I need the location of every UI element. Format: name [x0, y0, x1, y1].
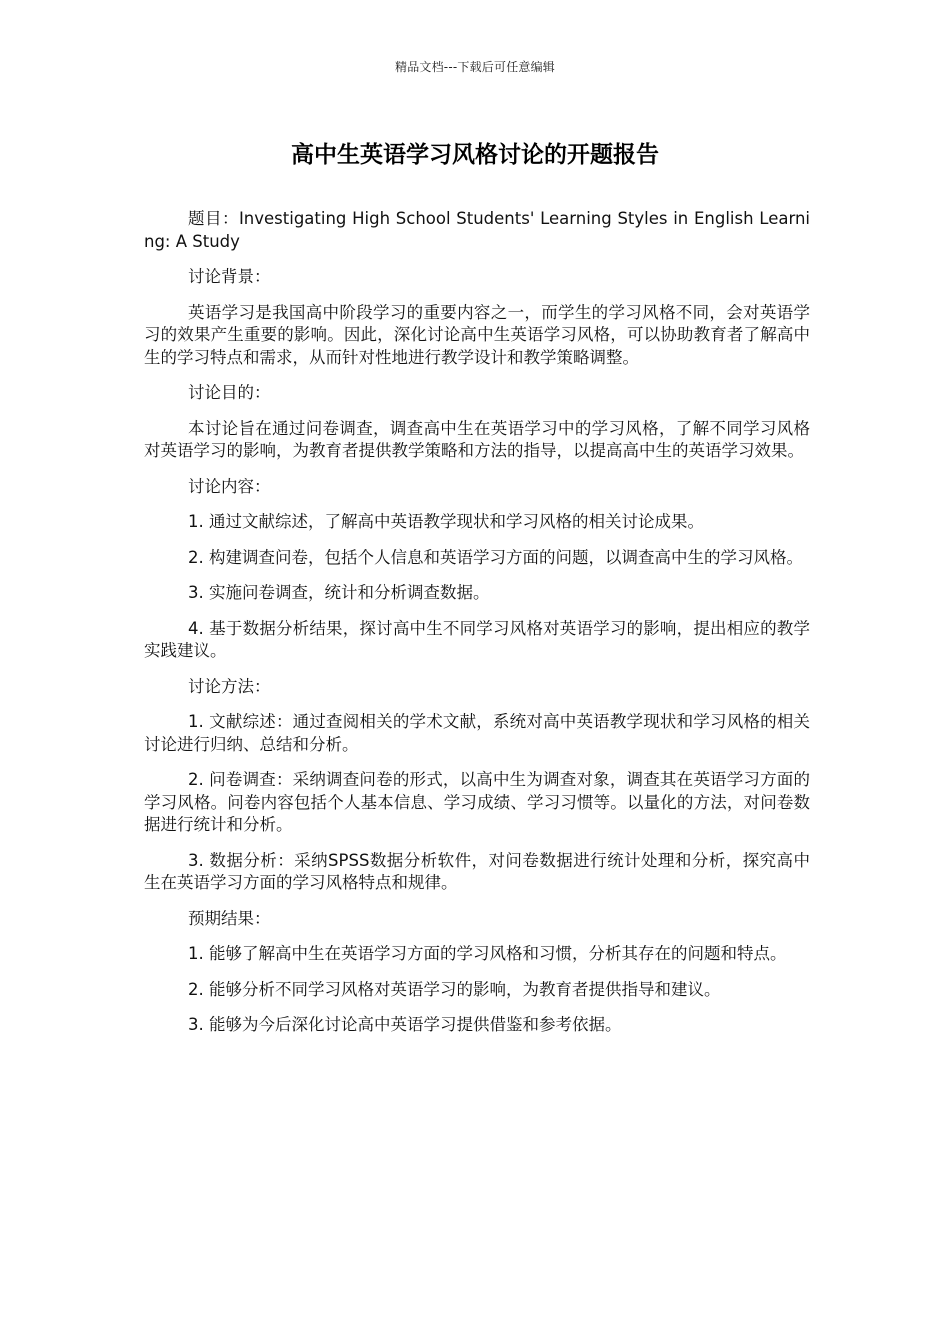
content-item-4: 4. 基于数据分析结果，探讨高中生不同学习风格对英语学习的影响，提出相应的教学实践建议。 [144, 618, 810, 660]
heading-background: 讨论背景： [188, 267, 271, 286]
result-item-1: 1. 能够了解高中生在英语学习方面的学习风格和习惯，分析其存在的问题和特点。 [188, 944, 787, 963]
method-item-3: 3. 数据分析：采纳SPSS数据分析软件，对问卷数据进行统计处理和分析，探究高中生在英语学习方面的学习风格特点和规律。 [144, 850, 810, 892]
paragraph-purpose: 本讨论旨在通过问卷调查，调查高中生在英语学习中的学习风格，了解不同学习风格对英语学习的影响，为教育者提供教学策略和方法的指导，以提高高中生的英语学习效果。 [144, 418, 810, 460]
method-item-1: 1. 文献综述：通过查阅相关的学术文献，系统对高中英语教学现状和学习风格的相关讨论进行归纳、总结和分析。 [144, 712, 810, 754]
document-body [144, 208, 810, 1050]
heading-purpose: 讨论目的： [188, 383, 271, 402]
heading-method: 讨论方法： [188, 676, 271, 696]
heading-content: 讨论内容： [188, 476, 271, 496]
result-item-2: 2. 能够分析不同学习风格对英语学习的影响，为教育者提供指导和建议。 [188, 979, 721, 999]
paragraph-topic: 题目：Investigating High School Students' Learning Styles in English Learning: A Study [144, 209, 810, 251]
header-note: 精品文档---下载后可任意编辑 [395, 60, 555, 74]
content-item-1: 1. 通过文献综述，了解高中英语教学现状和学习风格的相关讨论成果。 [188, 512, 704, 531]
content-item-2: 2. 构建调查问卷，包括个人信息和英语学习方面的问题，以调查高中生的学习风格。 [188, 547, 803, 567]
document-title: 高中生英语学习风格讨论的开题报告 [291, 142, 659, 168]
paragraph-background: 英语学习是我国高中阶段学习的重要内容之一，而学生的学习风格不同，会对英语学习的效果产生重要的影响。因此，深化讨论高中生英语学习风格，可以协助教育者了解高中生的学习特点和需求，从而针对性地进行教学设计和教学策略调整。 [144, 302, 810, 367]
heading-expected-results: 预期结果： [188, 908, 271, 928]
method-item-2: 2. 问卷调查：采纳调查问卷的形式，以高中生为调查对象，调查其在英语学习方面的学习风格。问卷内容包括个人基本信息、学习成绩、学习习惯等。以量化的方法，对问卷数据进行统计和分析。 [144, 770, 810, 834]
result-item-3: 3. 能够为今后深化讨论高中英语学习提供借鉴和参考依据。 [188, 1015, 622, 1034]
content-item-3: 3. 实施问卷调查，统计和分析调查数据。 [188, 583, 490, 602]
